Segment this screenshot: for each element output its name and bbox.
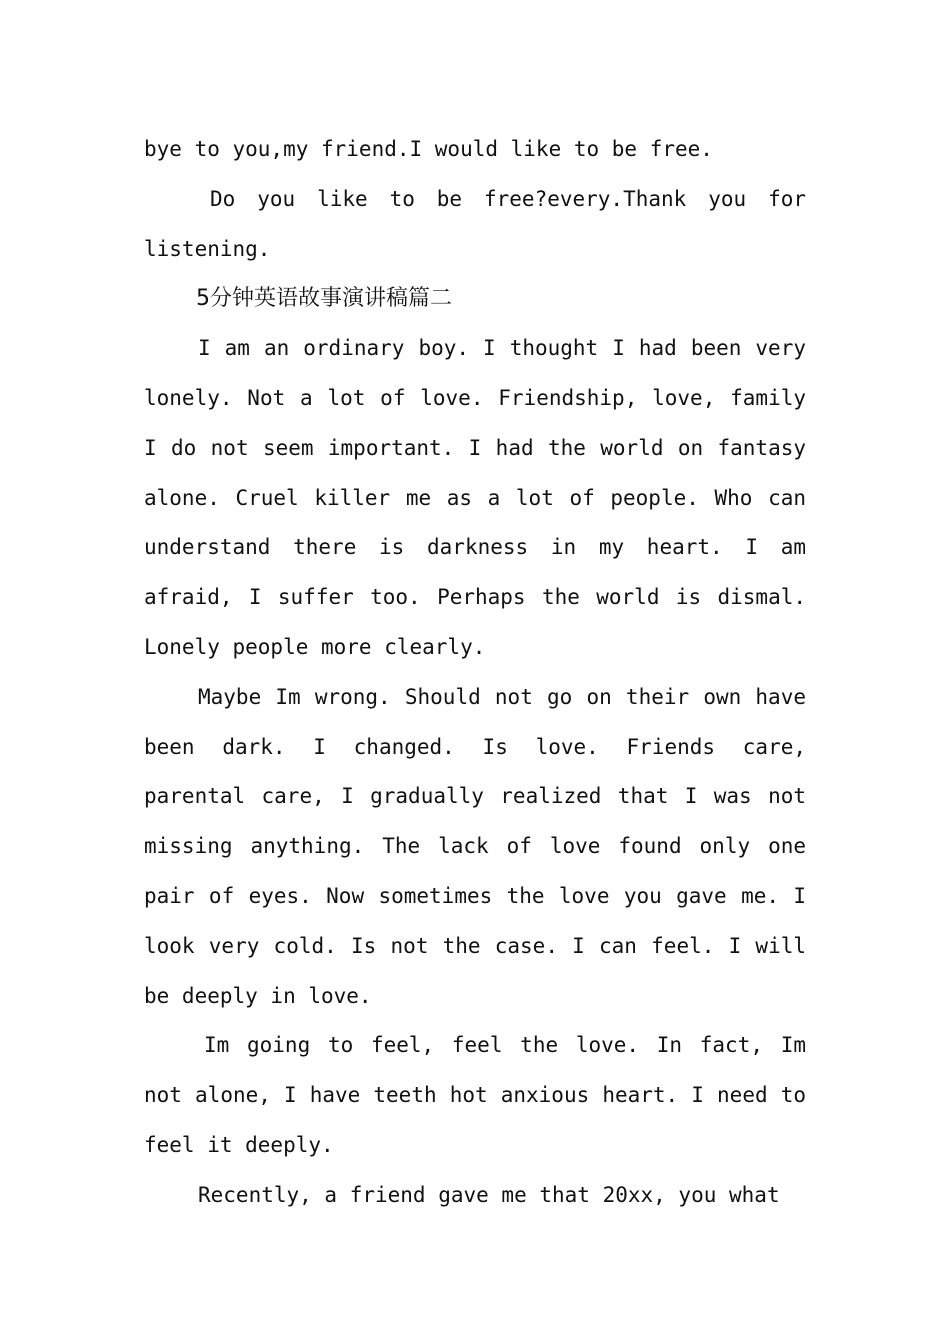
section-heading: 5分钟英语故事演讲稿篇二	[196, 286, 452, 312]
paragraph-closing: Do you like to be free?every.Thank you for listening.	[144, 186, 806, 261]
paragraph-body: I am an ordinary boy. I thought I had been very lonely. Not a lot of love. Friendship, love, family I do not seem important. I had the world on fantasy alone. Cruel killer me as a lot of people. Who can understand there is darkness in my heart. I am afraid, I suffer too. Perhaps the world is dismal. Lonely people more clearly.	[144, 336, 806, 659]
paragraph-continuation: bye to you,my friend.I would like to be free.	[144, 137, 713, 161]
paragraph-body: Maybe Im wrong. Should not go on their own have been dark. I changed. Is love. Friends care, parental care, I gradually realized that I was not missing anything. The lack of love found only one pair of eyes. Now sometimes the love you gave me. I look very cold. Is not the case. I can feel. I will be deeply in love.	[144, 684, 806, 1008]
document-body	[144, 125, 806, 1221]
paragraph-body: Im going to feel, feel the love. In fact, Im not alone, I have teeth hot anxious heart. I need to feel it deeply.	[144, 1033, 806, 1157]
paragraph-body: Recently, a friend gave me that 20xx, you what	[198, 1182, 780, 1207]
